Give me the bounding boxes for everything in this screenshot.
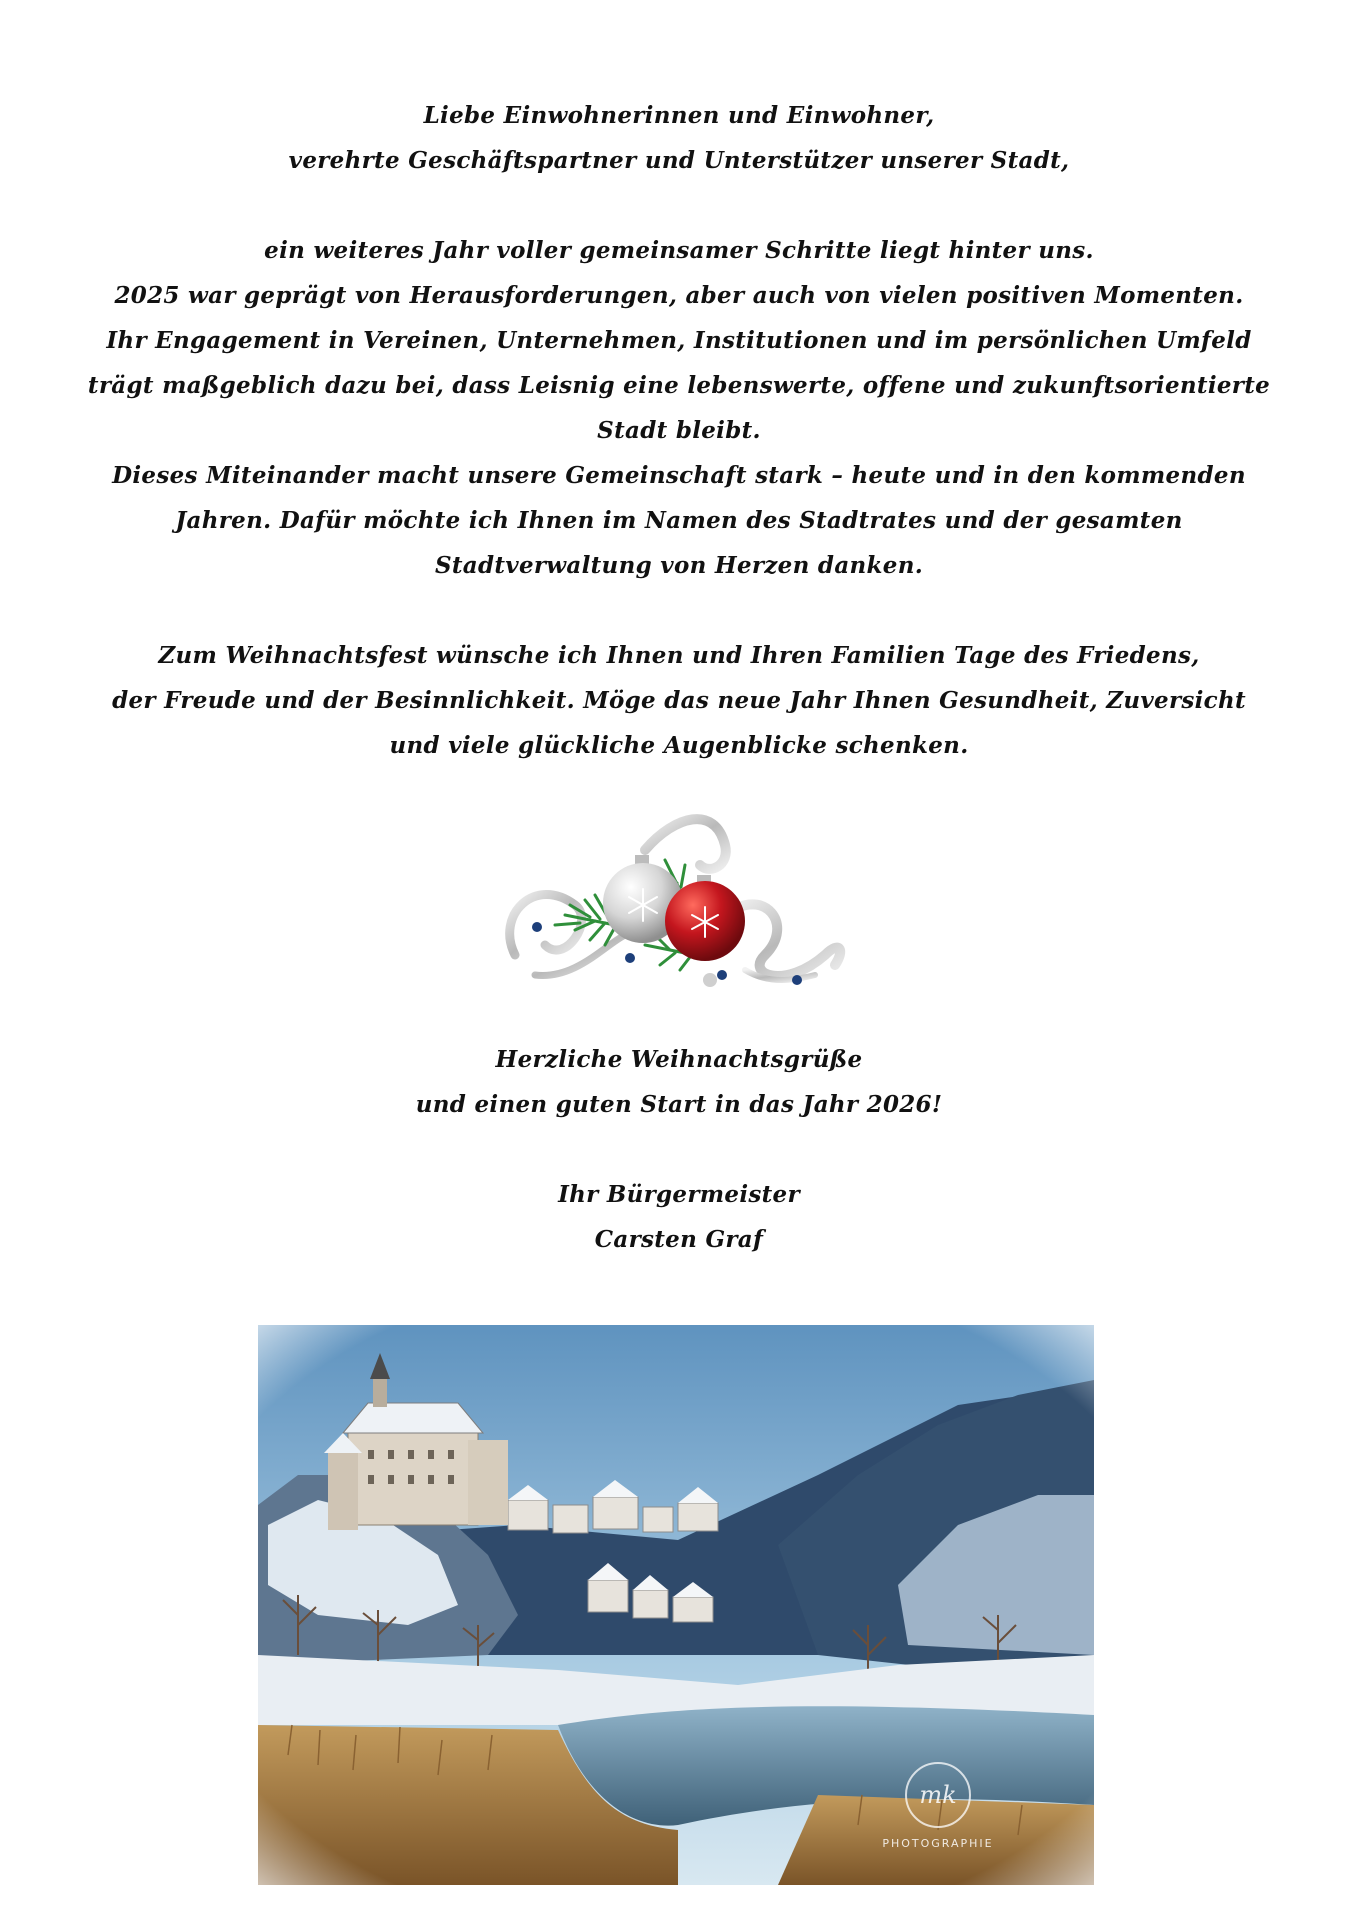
wishes-line-1: Zum Weihnachtsfest wünsche ich Ihnen und Ihren Familien Tage des Friedens, — [158, 642, 1200, 669]
greeting-line-2: verehrte Geschäftspartner und Unterstützer unserer Stadt, — [288, 147, 1070, 174]
wishes-line-3: und viele glückliche Augenblicke schenken. — [389, 732, 969, 759]
body-line-8: Stadtverwaltung von Herzen danken. — [434, 552, 924, 579]
closing-line-1: Herzliche Weihnachtsgrüße — [495, 1046, 863, 1073]
greeting-line-1: Liebe Einwohnerinnen und Einwohner, — [423, 102, 935, 129]
winter-castle-photo — [258, 1325, 1094, 1885]
signature-title: Ihr Bürgermeister — [558, 1181, 800, 1208]
body-line-1: ein weiteres Jahr voller gemeinsamer Schritte liegt hinter uns. — [264, 237, 1094, 264]
body-line-5: Stadt bleibt. — [597, 417, 761, 444]
body-line-6: Dieses Miteinander macht unsere Gemeinschaft stark – heute und in den kommenden — [112, 462, 1246, 489]
body-line-2: 2025 war geprägt von Herausforderungen, aber auch von vielen positiven Momenten. — [114, 282, 1244, 309]
body-line-7: Jahren. Dafür möchte ich Ihnen im Namen des Stadtrates und der gesamten — [175, 507, 1183, 534]
wishes-line-2: der Freude und der Besinnlichkeit. Möge das neue Jahr Ihnen Gesundheit, Zuversicht — [112, 687, 1246, 714]
closing-line-2: und einen guten Start in das Jahr 2026! — [415, 1091, 943, 1118]
body-line-3: Ihr Engagement in Vereinen, Unternehmen, Institutionen und im persönlichen Umfeld — [106, 327, 1252, 354]
signature-name: Carsten Graf — [594, 1226, 764, 1253]
body-line-4: trägt maßgeblich dazu bei, dass Leisnig eine lebenswerte, offene und zukunftsorientierte — [87, 372, 1271, 399]
christmas-baubles-icon — [495, 805, 865, 1005]
